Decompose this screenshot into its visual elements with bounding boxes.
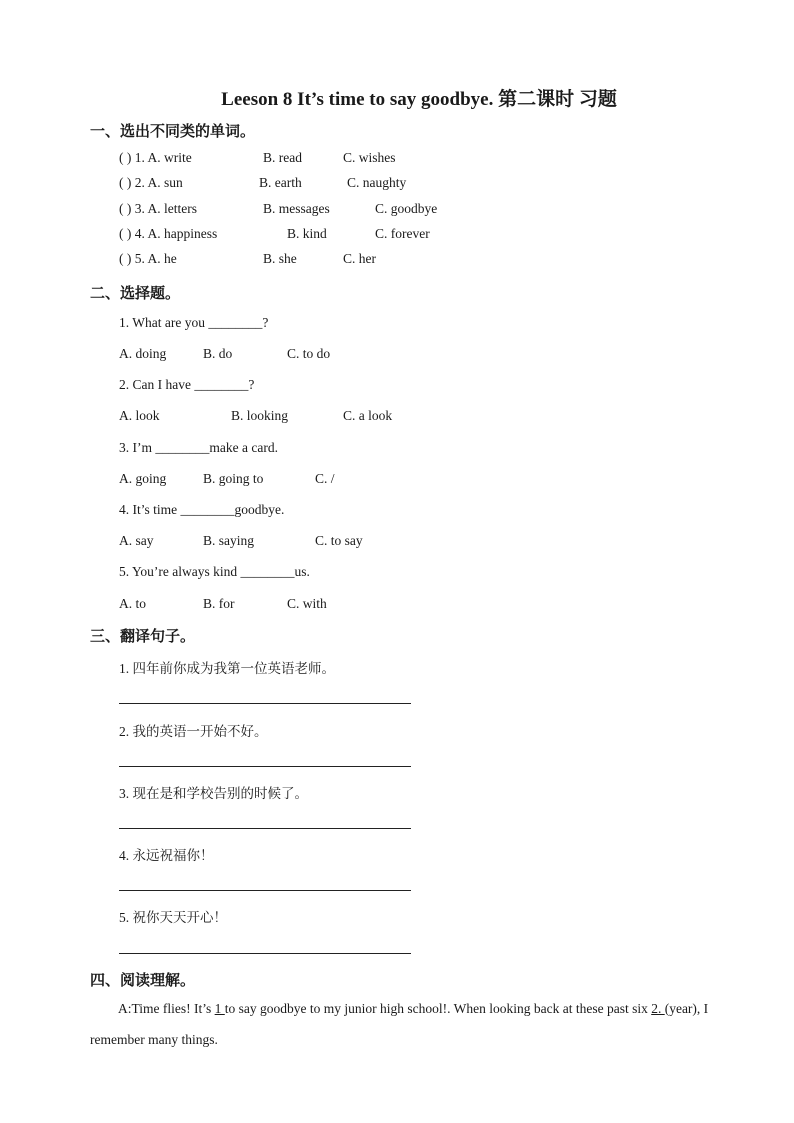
- s2-q2-option-a: A. look: [119, 408, 160, 423]
- passage-text-3: (year), I remember many things.: [90, 1001, 709, 1047]
- s1-item-1-c: C. wishes: [343, 150, 396, 165]
- s3-item-3: 3. 现在是和学校告别的时候了。: [119, 786, 308, 801]
- answer-line-5[interactable]: [119, 953, 411, 954]
- s2-q1-option-a: A. doing: [119, 346, 167, 361]
- s2-q5-option-b: B. for: [203, 596, 235, 611]
- s2-q1-option-c: C. to do: [287, 346, 331, 361]
- s1-item-4-c: C. forever: [375, 226, 430, 241]
- s2-question-4: 4. It’s time ________goodbye.: [119, 502, 285, 517]
- section-2-heading: 二、选择题。: [90, 286, 181, 302]
- s2-q5-option-a: A. to: [119, 596, 146, 611]
- s2-q2-option-b: B. looking: [231, 408, 289, 423]
- s3-item-4: 4. 永远祝福你！: [119, 848, 214, 863]
- s3-item-1: 1. 四年前你成为我第一位英语老师。: [119, 661, 335, 676]
- s2-q1-option-b: B. do: [203, 346, 233, 361]
- s3-item-5: 5. 祝你天天开心！: [119, 910, 227, 925]
- section-1-heading: 一、选出不同类的单词。: [90, 124, 256, 140]
- answer-line-2[interactable]: [119, 766, 411, 767]
- s1-item-3-b: B. messages: [263, 201, 330, 216]
- s1-item-4-b: B. kind: [287, 226, 327, 241]
- s2-q2-option-c: C. a look: [343, 408, 393, 423]
- s2-q3-option-a: A. going: [119, 471, 167, 486]
- s2-question-3: 3. I’m ________make a card.: [119, 440, 278, 455]
- passage-text-1: A:Time flies! It’s: [118, 1001, 215, 1016]
- s2-q5-option-c: C. with: [287, 596, 327, 611]
- s1-item-2-a: ( ) 2. A. sun: [119, 175, 183, 190]
- s1-item-2-b: B. earth: [259, 175, 302, 190]
- s2-q4-option-c: C. to say: [315, 533, 363, 548]
- s1-item-2-c: C. naughty: [347, 175, 407, 190]
- s1-item-5-a: ( ) 5. A. he: [119, 251, 177, 266]
- s1-item-3-a: ( ) 3. A. letters: [119, 201, 197, 216]
- s2-q4-option-a: A. say: [119, 533, 154, 548]
- s1-item-1-b: B. read: [263, 150, 302, 165]
- s1-item-5-b: B. she: [263, 251, 297, 266]
- blank-1[interactable]: 1: [214, 1001, 225, 1016]
- s1-item-4-a: ( ) 4. A. happiness: [119, 226, 218, 241]
- answer-line-1[interactable]: [119, 703, 411, 704]
- s1-item-5-c: C. her: [343, 251, 376, 266]
- page-title: Leeson 8 It’s time to say goodbye. 第二课时 习题: [221, 89, 617, 110]
- s2-question-2: 2. Can I have ________?: [119, 377, 255, 392]
- s2-q4-option-b: B. saying: [203, 533, 255, 548]
- s2-question-5: 5. You’re always kind ________us.: [119, 564, 310, 579]
- s2-q3-option-b: B. going to: [203, 471, 264, 486]
- answer-line-3[interactable]: [119, 828, 411, 829]
- answer-line-4[interactable]: [119, 890, 411, 891]
- s1-item-3-c: C. goodbye: [375, 201, 438, 216]
- section-4-heading: 四、阅读理解。: [90, 973, 196, 989]
- s2-question-1: 1. What are you ________?: [119, 315, 269, 330]
- s3-item-2: 2. 我的英语一开始不好。: [119, 724, 268, 739]
- passage-text-2: to say goodbye to my junior high school!. When looking back at these past six: [224, 1001, 652, 1016]
- blank-2[interactable]: 2.: [651, 1001, 665, 1016]
- section-3-heading: 三、翻译句子。: [90, 629, 196, 645]
- reading-passage: [90, 993, 710, 1055]
- s1-item-1-a: ( ) 1. A. write: [119, 150, 192, 165]
- s2-q3-option-c: C. /: [315, 471, 335, 486]
